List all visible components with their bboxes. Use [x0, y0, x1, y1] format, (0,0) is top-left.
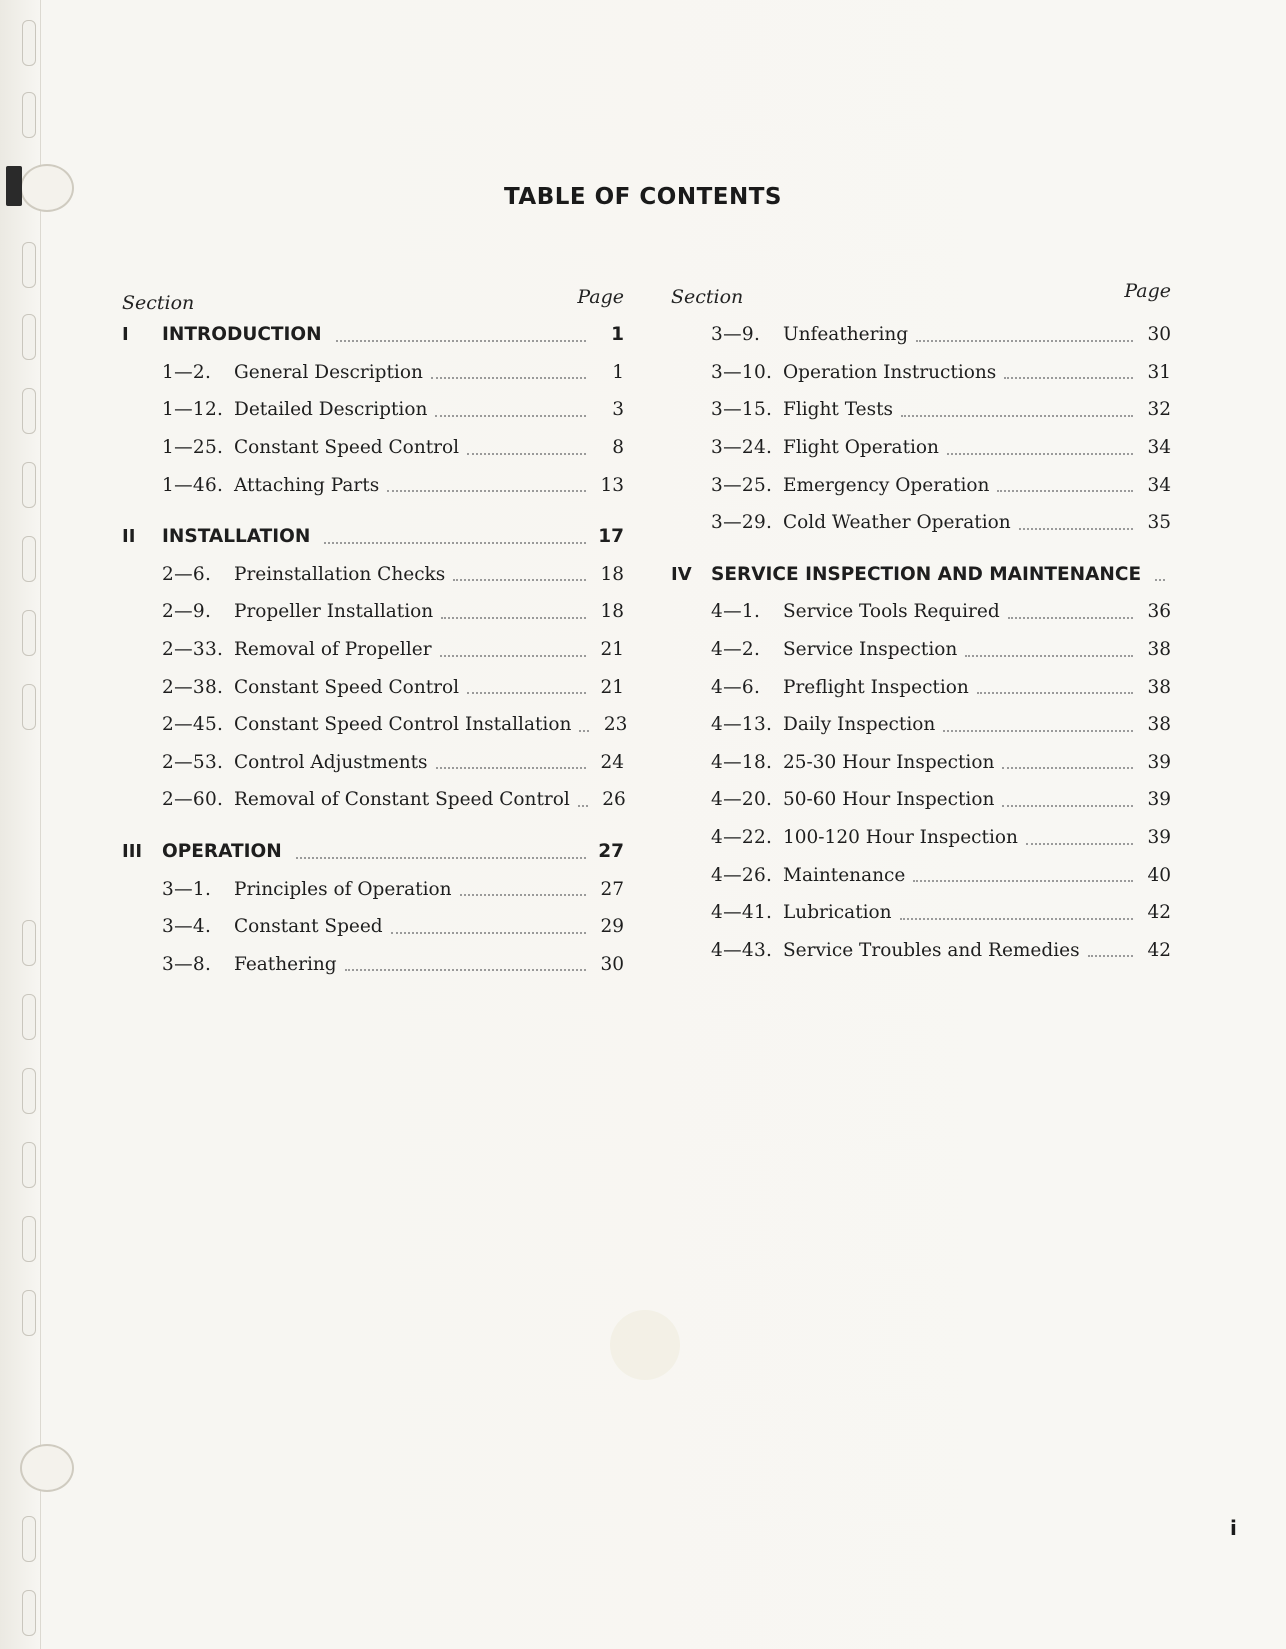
page-number: 23 — [603, 714, 628, 736]
entry-title: Maintenance — [783, 864, 906, 886]
dot-leader — [453, 579, 586, 581]
binding-slot — [22, 536, 36, 582]
toc-entry-row — [122, 391, 624, 429]
page-number: 42 — [1147, 902, 1171, 924]
entry-title: Feathering — [234, 953, 337, 975]
entry-number: 3—9. — [711, 324, 761, 346]
page-number: 1 — [612, 361, 624, 383]
entry-title: Preflight Inspection — [783, 676, 969, 698]
dot-leader — [387, 490, 586, 492]
dot-leader — [1002, 767, 1133, 769]
binding-slot — [22, 1590, 36, 1636]
toc-entry-row — [671, 894, 1171, 932]
dot-leader — [997, 490, 1133, 492]
binding-slot — [22, 1290, 36, 1336]
entry-title: Detailed Description — [234, 399, 428, 421]
entry-title: General Description — [234, 361, 423, 383]
toc-entry-row — [122, 706, 628, 744]
dot-leader — [467, 453, 586, 455]
binding-slot — [22, 314, 36, 360]
page-title: TABLE OF CONTENTS — [504, 184, 782, 210]
entry-title: Flight Tests — [783, 399, 894, 421]
entry-number: 3—4. — [162, 916, 212, 938]
toc-entry-row — [671, 504, 1171, 542]
column-header — [122, 282, 624, 316]
dot-leader — [579, 730, 589, 732]
section-number: II — [122, 526, 136, 548]
binding-slot — [22, 920, 36, 966]
entry-number: 3—15. — [711, 399, 773, 421]
page-number: 21 — [600, 676, 624, 698]
entry-title: Service Tools Required — [783, 601, 1000, 623]
dot-leader — [901, 415, 1133, 417]
entry-title: Flight Operation — [783, 437, 939, 459]
entry-title: 100-120 Hour Inspection — [783, 827, 1018, 849]
toc-entry-row — [122, 744, 624, 782]
toc-entry-row — [122, 354, 624, 392]
dot-leader — [1088, 955, 1133, 957]
dot-leader — [1008, 617, 1133, 619]
page-number: 38 — [1147, 714, 1171, 736]
page-number: 34 — [1147, 474, 1171, 496]
page-number: 38 — [1147, 676, 1171, 698]
dot-leader — [440, 655, 586, 657]
entry-title: Service Troubles and Remedies — [783, 939, 1080, 961]
page-number: 1 — [611, 324, 624, 346]
entry-number: 2—9. — [162, 601, 212, 623]
page-number: 3 — [612, 399, 624, 421]
binding-slot — [22, 388, 36, 434]
entry-title: Emergency Operation — [783, 474, 990, 496]
entry-number: 4—6. — [711, 676, 761, 698]
page-number: 39 — [1147, 751, 1171, 773]
section-title: SERVICE INSPECTION AND MAINTENANCE — [711, 563, 1142, 585]
entry-title: Attaching Parts — [234, 474, 380, 496]
entry-number: 2—53. — [162, 751, 224, 773]
entry-number: 4—43. — [711, 939, 773, 961]
binding-strip — [0, 0, 41, 1649]
page-number: 35 — [1147, 512, 1171, 534]
toc-entry-row — [122, 946, 624, 984]
entry-number: 1—2. — [162, 361, 212, 383]
entry-title: Constant Speed Control — [234, 437, 460, 459]
page-number: 39 — [1147, 789, 1171, 811]
section-title: INSTALLATION — [162, 526, 311, 548]
entry-number: 2—38. — [162, 676, 224, 698]
dot-leader — [436, 767, 586, 769]
dot-leader — [435, 415, 586, 417]
binding-slot — [22, 242, 36, 288]
entry-title: 25-30 Hour Inspection — [783, 751, 995, 773]
toc-entry-row — [671, 781, 1171, 819]
toc-entry-row — [122, 668, 624, 706]
entry-number: 4—41. — [711, 902, 773, 924]
entry-title: Operation Instructions — [783, 361, 997, 383]
entry-number: 1—12. — [162, 399, 224, 421]
entry-number: 4—26. — [711, 864, 773, 886]
toc-entry-row — [671, 668, 1171, 706]
toc-column-left — [122, 282, 628, 983]
binding-slot — [22, 994, 36, 1040]
binding-slot — [22, 462, 36, 508]
binding-slot — [22, 1068, 36, 1114]
dot-leader — [391, 932, 586, 934]
binding-slot — [22, 1142, 36, 1188]
entry-number: 4—20. — [711, 789, 773, 811]
page-header-label: Page — [1124, 280, 1171, 302]
toc-column-right — [671, 282, 1171, 969]
entry-title: Preinstallation Checks — [234, 563, 446, 585]
toc-entry-row — [671, 429, 1171, 467]
binding-slot — [22, 1516, 36, 1562]
page-number: 30 — [1147, 324, 1171, 346]
page-folio: i — [1230, 1516, 1237, 1540]
entry-title: Unfeathering — [783, 324, 909, 346]
entry-number: 4—18. — [711, 751, 773, 773]
toc-entry-row — [671, 466, 1171, 504]
toc-entry-row — [122, 556, 624, 594]
page-number: 39 — [1147, 827, 1171, 849]
page-number: 18 — [600, 563, 624, 585]
toc-section-row — [671, 556, 1171, 594]
dot-leader — [336, 340, 586, 342]
dot-leader — [1019, 528, 1133, 530]
binder-ring — [20, 1444, 74, 1492]
entry-number: 2—33. — [162, 639, 224, 661]
toc-rows — [122, 316, 628, 983]
toc-section-row — [122, 316, 624, 354]
entry-title: Daily Inspection — [783, 714, 936, 736]
toc-entry-row — [122, 466, 624, 504]
entry-number: 2—6. — [162, 563, 212, 585]
entry-title: 50-60 Hour Inspection — [783, 789, 995, 811]
entry-number: 3—29. — [711, 512, 773, 534]
dot-leader — [1004, 377, 1133, 379]
page-number: 32 — [1147, 399, 1171, 421]
section-number: IV — [671, 563, 692, 585]
dot-leader — [900, 918, 1133, 920]
section-title: INTRODUCTION — [162, 324, 322, 346]
dot-leader — [977, 692, 1133, 694]
toc-entry-row — [122, 781, 624, 819]
toc-entry-row — [671, 856, 1171, 894]
page-number: 17 — [598, 526, 624, 548]
page-number: 8 — [612, 437, 624, 459]
entry-number: 4—1. — [711, 601, 761, 623]
toc-entry-row — [122, 631, 624, 669]
dot-leader — [296, 857, 586, 859]
binding-slot — [22, 20, 36, 66]
page-number: 31 — [1147, 361, 1171, 383]
toc-entry-row — [671, 316, 1171, 354]
section-number: III — [122, 841, 143, 863]
page-number: 18 — [600, 601, 624, 623]
section-title: OPERATION — [162, 841, 282, 863]
toc-entry-row — [122, 429, 624, 467]
dot-leader — [965, 655, 1133, 657]
toc-entry-row — [671, 631, 1171, 669]
page-number: 42 — [1147, 939, 1171, 961]
dot-leader — [345, 969, 586, 971]
page-number: 38 — [1147, 639, 1171, 661]
toc-entry-row — [671, 819, 1171, 857]
toc-entry-row — [671, 932, 1171, 970]
page-number: 24 — [600, 751, 624, 773]
dot-leader — [943, 730, 1133, 732]
entry-number: 2—60. — [162, 789, 224, 811]
toc-entry-row — [671, 706, 1171, 744]
section-number: I — [122, 324, 129, 346]
page-header-label: Page — [577, 286, 624, 308]
toc-entry-row — [122, 870, 624, 908]
toc-entry-row — [122, 593, 624, 631]
entry-title: Removal of Constant Speed Control — [234, 789, 570, 811]
toc-section-row — [122, 833, 624, 871]
entry-number: 3—24. — [711, 437, 773, 459]
entry-number: 3—1. — [162, 878, 212, 900]
binding-slot — [22, 610, 36, 656]
toc-rows — [671, 316, 1171, 969]
dot-leader — [431, 377, 586, 379]
page-number: 21 — [600, 639, 624, 661]
page-number: 29 — [600, 916, 624, 938]
section-header-label: Section — [671, 286, 744, 308]
dot-leader — [467, 692, 586, 694]
entry-title: Propeller Installation — [234, 601, 434, 623]
entry-number: 2—45. — [162, 714, 224, 736]
page-number: 36 — [1147, 601, 1171, 623]
dot-leader — [460, 894, 586, 896]
entry-title: Service Inspection — [783, 639, 958, 661]
entry-number: 3—8. — [162, 953, 212, 975]
entry-number: 1—46. — [162, 474, 224, 496]
binding-slot — [22, 1216, 36, 1262]
entry-number: 4—22. — [711, 827, 773, 849]
page-number: 27 — [600, 878, 624, 900]
paper-stain — [610, 1310, 680, 1380]
page-number: 30 — [600, 953, 624, 975]
dot-leader — [1155, 579, 1165, 581]
dot-leader — [578, 805, 588, 807]
binding-slot — [22, 684, 36, 730]
toc-entry-row — [671, 744, 1171, 782]
page-number: 13 — [600, 474, 624, 496]
entry-number: 3—10. — [711, 361, 773, 383]
page-number: 40 — [1147, 864, 1171, 886]
entry-title: Control Adjustments — [234, 751, 428, 773]
toc-entry-row — [671, 593, 1171, 631]
page-number: 26 — [602, 789, 626, 811]
dot-leader — [1026, 843, 1133, 845]
entry-title: Lubrication — [783, 902, 892, 924]
dot-leader — [947, 453, 1133, 455]
entry-number: 4—13. — [711, 714, 773, 736]
toc-entry-row — [671, 354, 1171, 392]
page-number: 27 — [598, 841, 624, 863]
dot-leader — [441, 617, 586, 619]
page-number: 34 — [1147, 437, 1171, 459]
entry-title: Removal of Propeller — [234, 639, 432, 661]
entry-number: 3—25. — [711, 474, 773, 496]
section-header-label: Section — [122, 292, 195, 314]
entry-title: Principles of Operation — [234, 878, 452, 900]
entry-title: Constant Speed Control Installation — [234, 714, 572, 736]
binding-slot — [22, 92, 36, 138]
entry-title: Constant Speed Control — [234, 676, 460, 698]
entry-title: Cold Weather Operation — [783, 512, 1011, 534]
dot-leader — [1002, 805, 1133, 807]
dot-leader — [324, 542, 586, 544]
toc-section-row — [122, 518, 624, 556]
dot-leader — [916, 340, 1133, 342]
entry-title: Constant Speed — [234, 916, 383, 938]
dot-leader — [913, 880, 1133, 882]
toc-entry-row — [671, 391, 1171, 429]
entry-number: 1—25. — [162, 437, 224, 459]
entry-number: 4—2. — [711, 639, 761, 661]
column-header — [671, 282, 1171, 316]
toc-entry-row — [122, 908, 624, 946]
